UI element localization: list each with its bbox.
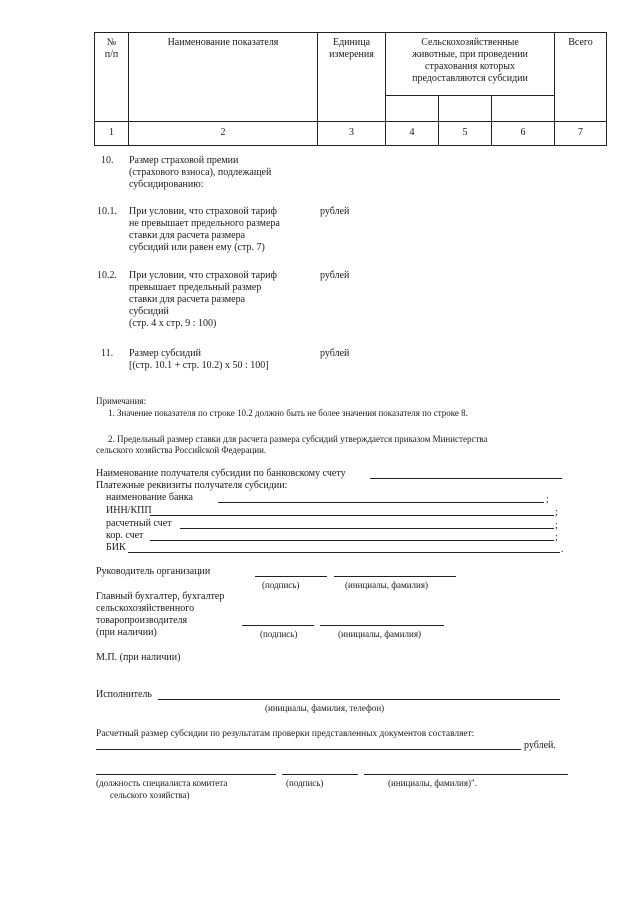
bik-field[interactable]	[128, 552, 560, 553]
executor-label: Исполнитель	[96, 689, 152, 700]
bik-dot: .	[561, 544, 564, 555]
note-2-line-1: 2. Предельный размер ставки для расчета размера субсидий утверждается приказом Министерства	[108, 434, 488, 444]
requisites-label: Платежные реквизиты получателя субсидии:	[96, 480, 288, 491]
col-num-header: № п/п	[95, 33, 129, 122]
final-signature-caption: (подпись)	[286, 778, 324, 788]
col-number-4: 4	[386, 121, 439, 145]
head-signature-caption: (подпись)	[262, 580, 300, 590]
head-label: Руководитель организации	[96, 566, 211, 577]
position-field[interactable]	[96, 774, 276, 775]
inn-field[interactable]	[150, 515, 554, 516]
bank-name-field[interactable]	[218, 502, 544, 503]
col-number-2: 2	[129, 121, 318, 145]
head-initials-caption: (инициалы, фамилия)	[345, 580, 428, 590]
col-number-3: 3	[318, 121, 386, 145]
recipient-label: Наименование получателя субсидии по банковскому счету	[96, 468, 346, 479]
position-caption-2: сельского хозяйства)	[110, 790, 190, 800]
accountant-initials-field[interactable]	[320, 625, 444, 626]
bank-name-semi: ;	[546, 494, 549, 505]
col-number-5: 5	[439, 121, 492, 145]
indicator-table-header	[94, 32, 607, 146]
final-initials-field[interactable]	[364, 774, 568, 775]
col-name-header: Наименование показателя	[129, 33, 318, 122]
corr-field[interactable]	[150, 540, 554, 541]
col-animals-sub-2	[439, 95, 492, 121]
row-10-1-num: 10.1.	[97, 206, 117, 217]
row-10-2-unit: рублей	[320, 270, 350, 281]
position-caption-1: (должность специалиста комитета	[96, 778, 228, 788]
final-signature-field[interactable]	[282, 774, 358, 775]
note-1: 1. Значение показателя по строке 10.2 должно быть не более значения показателя по строке 8.	[108, 408, 468, 418]
col-unit-header: Единица измерения	[318, 33, 386, 122]
note-2-line-2: сельского хозяйства Российской Федерации.	[96, 445, 267, 455]
row-10-1-text: При условии, что страховой тариф не превышает предельного размера ставки для расчета размера субсидий или равен ему (стр. 7)	[129, 206, 280, 253]
head-initials-field[interactable]	[334, 576, 456, 577]
bank-name-label: наименование банка	[106, 492, 193, 503]
row-10-1-unit: рублей	[320, 206, 350, 217]
accountant-initials-caption: (инициалы, фамилия)	[338, 629, 421, 639]
inn-semi: ;	[555, 507, 558, 518]
final-initials-caption: (инициалы, фамилия)".	[388, 778, 477, 788]
executor-caption: (инициалы, фамилия, телефон)	[265, 703, 385, 713]
row-11-num: 11.	[101, 348, 114, 359]
col-number-7: 7	[555, 121, 607, 145]
stamp-label: М.П. (при наличии)	[96, 652, 181, 663]
col-number-6: 6	[492, 121, 555, 145]
accountant-signature-caption: (подпись)	[260, 629, 298, 639]
row-10-2-num: 10.2.	[97, 270, 117, 281]
notes-title: Примечания:	[96, 396, 147, 406]
col-animals-header: Сельскохозяйственные животные, при проведении страхования которых предоставляются субсидии	[386, 33, 555, 96]
col-animals-sub-3	[492, 95, 555, 121]
col-animals-sub-1	[386, 95, 439, 121]
recipient-field[interactable]	[370, 478, 562, 479]
col-total-header: Всего	[555, 33, 607, 122]
accountant-label-4: (при наличии)	[96, 627, 157, 638]
col-number-1: 1	[95, 121, 129, 145]
account-label: расчетный счет	[106, 518, 172, 529]
head-signature-field[interactable]	[255, 576, 327, 577]
calc-rubles: рублей.	[524, 740, 556, 751]
accountant-label-2: сельскохозяйственного	[96, 603, 195, 614]
row-10-text: Размер страховой премии (страхового взноса), подлежащей субсидированию:	[129, 155, 272, 190]
row-11-unit: рублей	[320, 348, 350, 359]
account-semi: ;	[555, 520, 558, 531]
executor-field[interactable]	[158, 699, 560, 700]
accountant-label-3: товаропроизводителя	[96, 615, 188, 626]
bik-label: БИК	[106, 542, 126, 553]
row-11-text: Размер субсидий [(стр. 10.1 + стр. 10.2) x 50 : 100]	[129, 348, 269, 371]
accountant-signature-field[interactable]	[242, 625, 314, 626]
corr-semi: ;	[555, 532, 558, 543]
inn-label: ИНН/КПП	[106, 505, 152, 516]
calc-label: Расчетный размер субсидии по результатам проверки представленных документов составляет:	[96, 729, 475, 739]
corr-label: кор. счет	[106, 530, 144, 541]
row-10-num: 10.	[101, 155, 114, 166]
accountant-label-1: Главный бухгалтер, бухгалтер	[96, 591, 225, 602]
calc-amount-field[interactable]	[96, 749, 521, 750]
account-field[interactable]	[180, 528, 554, 529]
row-10-2-text: При условии, что страховой тариф превышает предельный размер ставки для расчета размера субсидий (стр. 4 x стр. 9 : 100)	[129, 270, 277, 329]
